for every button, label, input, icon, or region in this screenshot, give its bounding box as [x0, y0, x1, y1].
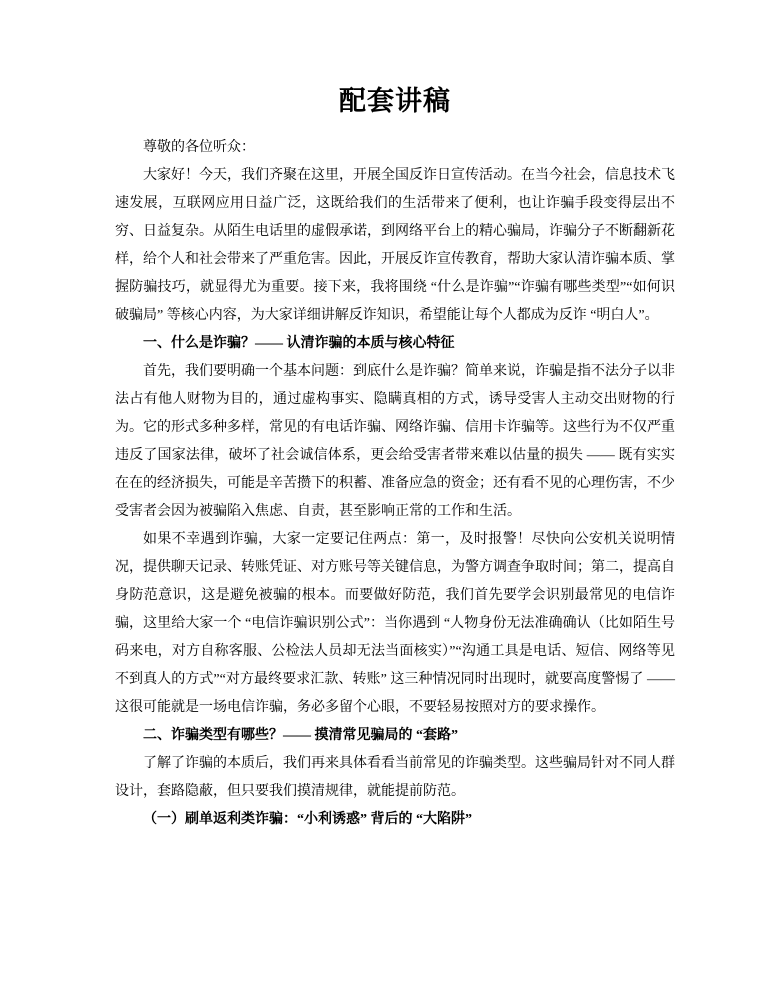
body-paragraph: 如果不幸遇到诈骗，大家一定要记住两点：第一，及时报警！尽快向公安机关说明情况，提供聊天记录、转账凭证、对方账号等关键信息，为警方调查争取时间；第二，提高自身防范意识，这是避免被骗的根本。而要做好防范，我们首先要学会识别最常见的电信诈骗，这里给大家一个 “电信诈骗识别公式”：当你遇到 “人物身份无法准确确认（比如陌生号码来电，对方自称客服、公检法人员却无法当面核实）”“沟通工具是电话、短信、网络等见不到真人的方式”“对方最终要求汇款、转账” 这三种情况同时出现时，就要高度警惕了 —— 这很可能就是一场电信诈骗，务必多留个心眼，不要轻易按照对方的要求操作。 [115, 532, 675, 715]
body-paragraph: 首先，我们要明确一个基本问题：到底什么是诈骗？简单来说，诈骗是指不法分子以非法占有他人财物为目的，通过虚构事实、隐瞒真相的方式，诱导受害人主动交出财物的行为。它的形式多种多样，常见的有电话诈骗、网络诈骗、信用卡诈骗等。这些行为不仅严重违反了国家法律，破坏了社会诚信体系，更会给受害者带来难以估量的损失 —— 既有实实在在的经济损失，可能是辛苦攒下的积蓄、准备应急的资金；还有看不见的心理伤害，不少受害者会因为被骗陷入焦虑、自责，甚至影响正常的工作和生活。 [115, 364, 675, 519]
salutation-line: 尊敬的各位听众： [143, 140, 255, 155]
section-heading: （一）刷单返利类诈骗：“小利诱惑” 背后的 “大陷阱” [143, 812, 472, 827]
body-paragraph: 大家好！今天，我们齐聚在这里，开展全国反诈日宣传活动。在当今社会，信息技术飞速发展，互联网应用日益广泛，这既给我们的生活带来了便利，也让诈骗手段变得层出不穷、日益复杂。从陌生电话里的虚假承诺，到网络平台上的精心骗局，诈骗分子不断翻新花样，给个人和社会带来了严重危害。因此，开展反诈宣传教育，帮助大家认清诈骗本质、掌握防骗技巧，就显得尤为重要。接下来，我将围绕 “什么是诈骗”“诈骗有哪些类型”“如何识破骗局” 等核心内容，为大家详细讲解反诈知识，希望能让每个人都成为反诈 “明白人”。 [115, 168, 675, 323]
document-title: 配套讲稿 [339, 86, 451, 116]
section-heading: 二、诈骗类型有哪些？—— 摸清常见骗局的 “套路” [143, 728, 458, 743]
body-paragraph: 了解了诈骗的本质后，我们再来具体看看当前常见的诈骗类型。这些骗局针对不同人群设计，套路隐蔽，但只要我们摸清规律，就能提前防范。 [115, 756, 675, 799]
section-heading: 一、什么是诈骗？—— 认清诈骗的本质与核心特征 [143, 336, 455, 351]
document-body [115, 134, 675, 834]
